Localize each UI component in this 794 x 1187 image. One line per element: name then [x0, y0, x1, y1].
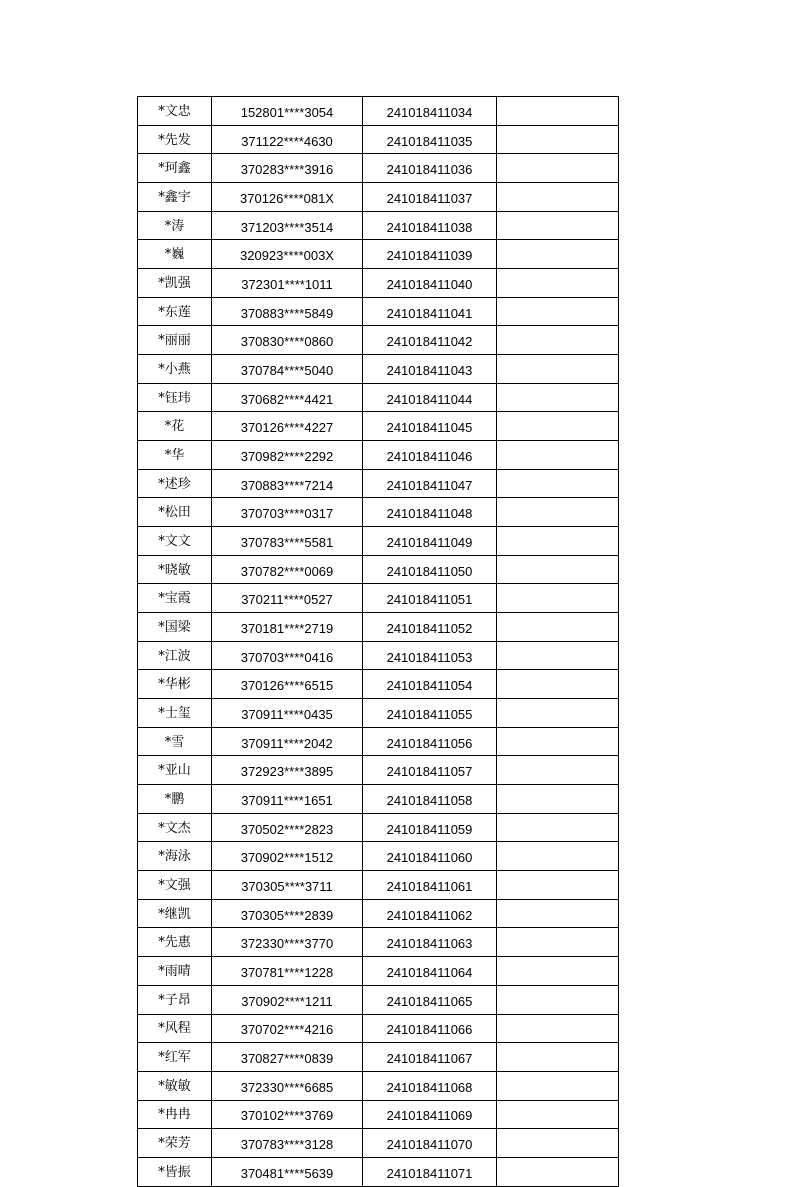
id-number-cell: 370305****3711 — [212, 871, 363, 900]
exam-number-cell: 241018411071 — [363, 1157, 497, 1186]
blank-cell — [497, 555, 619, 584]
blank-cell — [497, 613, 619, 642]
table-row — [138, 641, 619, 670]
table-row — [138, 985, 619, 1014]
name-cell: *雪 — [138, 727, 212, 756]
name-cell: *涛 — [138, 211, 212, 240]
exam-number-cell: 241018411039 — [363, 240, 497, 269]
name-cell: *海泳 — [138, 842, 212, 871]
table-row — [138, 240, 619, 269]
table-row — [138, 355, 619, 384]
name-cell: *丽丽 — [138, 326, 212, 355]
blank-cell — [497, 727, 619, 756]
blank-cell — [497, 985, 619, 1014]
id-number-cell: 372330****3770 — [212, 928, 363, 957]
name-cell: *华彬 — [138, 670, 212, 699]
blank-cell — [497, 1014, 619, 1043]
id-number-cell: 370883****7214 — [212, 469, 363, 498]
blank-cell — [497, 297, 619, 326]
id-number-cell: 372330****6685 — [212, 1071, 363, 1100]
id-number-cell: 370682****4421 — [212, 383, 363, 412]
exam-number-cell: 241018411040 — [363, 269, 497, 298]
name-cell: *继凯 — [138, 899, 212, 928]
table-row — [138, 441, 619, 470]
id-number-cell: 370784****5040 — [212, 355, 363, 384]
blank-cell — [497, 383, 619, 412]
name-cell: *钰玮 — [138, 383, 212, 412]
blank-cell — [497, 211, 619, 240]
id-number-cell: 370102****3769 — [212, 1100, 363, 1129]
name-cell: *小燕 — [138, 355, 212, 384]
id-number-cell: 370783****3128 — [212, 1129, 363, 1158]
exam-number-cell: 241018411059 — [363, 813, 497, 842]
exam-number-cell: 241018411037 — [363, 183, 497, 212]
table-row — [138, 412, 619, 441]
exam-number-cell: 241018411053 — [363, 641, 497, 670]
table-row — [138, 1129, 619, 1158]
exam-number-cell: 241018411043 — [363, 355, 497, 384]
name-cell: *士玺 — [138, 699, 212, 728]
blank-cell — [497, 699, 619, 728]
blank-cell — [497, 899, 619, 928]
roster-table-body — [138, 97, 619, 1187]
blank-cell — [497, 842, 619, 871]
id-number-cell: 370126****6515 — [212, 670, 363, 699]
table-row — [138, 269, 619, 298]
id-number-cell: 370883****5849 — [212, 297, 363, 326]
exam-number-cell: 241018411045 — [363, 412, 497, 441]
exam-number-cell: 241018411070 — [363, 1129, 497, 1158]
name-cell: *先惠 — [138, 928, 212, 957]
name-cell: *宝霞 — [138, 584, 212, 613]
table-row — [138, 727, 619, 756]
table-row — [138, 297, 619, 326]
name-cell: *皆振 — [138, 1157, 212, 1186]
id-number-cell: 371122****4630 — [212, 125, 363, 154]
blank-cell — [497, 1157, 619, 1186]
name-cell: *凯强 — [138, 269, 212, 298]
table-row — [138, 928, 619, 957]
id-number-cell: 370827****0839 — [212, 1043, 363, 1072]
name-cell: *晓敏 — [138, 555, 212, 584]
table-row — [138, 326, 619, 355]
exam-number-cell: 241018411066 — [363, 1014, 497, 1043]
blank-cell — [497, 1129, 619, 1158]
id-number-cell: 370911****1651 — [212, 785, 363, 814]
exam-number-cell: 241018411056 — [363, 727, 497, 756]
id-number-cell: 370481****5639 — [212, 1157, 363, 1186]
blank-cell — [497, 785, 619, 814]
table-row — [138, 154, 619, 183]
id-number-cell: 370703****0416 — [212, 641, 363, 670]
exam-number-cell: 241018411063 — [363, 928, 497, 957]
name-cell: *亚山 — [138, 756, 212, 785]
name-cell: *述珍 — [138, 469, 212, 498]
name-cell: *文强 — [138, 871, 212, 900]
blank-cell — [497, 527, 619, 556]
exam-number-cell: 241018411060 — [363, 842, 497, 871]
blank-cell — [497, 412, 619, 441]
id-number-cell: 370703****0317 — [212, 498, 363, 527]
name-cell: *华 — [138, 441, 212, 470]
id-number-cell: 370911****0435 — [212, 699, 363, 728]
blank-cell — [497, 641, 619, 670]
blank-cell — [497, 441, 619, 470]
blank-cell — [497, 183, 619, 212]
exam-number-cell: 241018411058 — [363, 785, 497, 814]
blank-cell — [497, 326, 619, 355]
id-number-cell: 370502****2823 — [212, 813, 363, 842]
roster-table — [137, 96, 619, 1187]
exam-number-cell: 241018411068 — [363, 1071, 497, 1100]
blank-cell — [497, 928, 619, 957]
id-number-cell: 370902****1512 — [212, 842, 363, 871]
blank-cell — [497, 957, 619, 986]
blank-cell — [497, 584, 619, 613]
id-number-cell: 320923****003X — [212, 240, 363, 269]
table-row — [138, 899, 619, 928]
blank-cell — [497, 871, 619, 900]
table-row — [138, 842, 619, 871]
table-row — [138, 211, 619, 240]
exam-number-cell: 241018411055 — [363, 699, 497, 728]
id-number-cell: 152801****3054 — [212, 97, 363, 126]
id-number-cell: 370126****081X — [212, 183, 363, 212]
table-row — [138, 699, 619, 728]
exam-number-cell: 241018411046 — [363, 441, 497, 470]
id-number-cell: 372923****3895 — [212, 756, 363, 785]
name-cell: *先发 — [138, 125, 212, 154]
exam-number-cell: 241018411047 — [363, 469, 497, 498]
exam-number-cell: 241018411035 — [363, 125, 497, 154]
exam-number-cell: 241018411038 — [363, 211, 497, 240]
id-number-cell: 370781****1228 — [212, 957, 363, 986]
id-number-cell: 370902****1211 — [212, 985, 363, 1014]
blank-cell — [497, 355, 619, 384]
name-cell: *风程 — [138, 1014, 212, 1043]
table-row — [138, 498, 619, 527]
id-number-cell: 370782****0069 — [212, 555, 363, 584]
id-number-cell: 370305****2839 — [212, 899, 363, 928]
id-number-cell: 370982****2292 — [212, 441, 363, 470]
name-cell: *江波 — [138, 641, 212, 670]
blank-cell — [497, 1100, 619, 1129]
table-row — [138, 1157, 619, 1186]
name-cell: *松田 — [138, 498, 212, 527]
name-cell: *国梁 — [138, 613, 212, 642]
name-cell: *鑫宇 — [138, 183, 212, 212]
table-row — [138, 97, 619, 126]
exam-number-cell: 241018411067 — [363, 1043, 497, 1072]
name-cell: *红军 — [138, 1043, 212, 1072]
table-row — [138, 1071, 619, 1100]
exam-number-cell: 241018411048 — [363, 498, 497, 527]
exam-number-cell: 241018411036 — [363, 154, 497, 183]
blank-cell — [497, 498, 619, 527]
name-cell: *文文 — [138, 527, 212, 556]
table-row — [138, 957, 619, 986]
exam-number-cell: 241018411054 — [363, 670, 497, 699]
name-cell: *巍 — [138, 240, 212, 269]
id-number-cell: 370830****0860 — [212, 326, 363, 355]
id-number-cell: 372301****1011 — [212, 269, 363, 298]
table-row — [138, 125, 619, 154]
table-row — [138, 613, 619, 642]
exam-number-cell: 241018411051 — [363, 584, 497, 613]
name-cell: *珂鑫 — [138, 154, 212, 183]
table-row — [138, 871, 619, 900]
table-row — [138, 555, 619, 584]
name-cell: *东莲 — [138, 297, 212, 326]
exam-number-cell: 241018411065 — [363, 985, 497, 1014]
blank-cell — [497, 670, 619, 699]
name-cell: *子昂 — [138, 985, 212, 1014]
blank-cell — [497, 269, 619, 298]
blank-cell — [497, 97, 619, 126]
blank-cell — [497, 154, 619, 183]
exam-number-cell: 241018411064 — [363, 957, 497, 986]
table-row — [138, 670, 619, 699]
exam-number-cell: 241018411042 — [363, 326, 497, 355]
id-number-cell: 370783****5581 — [212, 527, 363, 556]
name-cell: *鹏 — [138, 785, 212, 814]
table-row — [138, 1014, 619, 1043]
exam-number-cell: 241018411034 — [363, 97, 497, 126]
exam-number-cell: 241018411062 — [363, 899, 497, 928]
name-cell: *文杰 — [138, 813, 212, 842]
id-number-cell: 370702****4216 — [212, 1014, 363, 1043]
id-number-cell: 370283****3916 — [212, 154, 363, 183]
id-number-cell: 370211****0527 — [212, 584, 363, 613]
exam-number-cell: 241018411050 — [363, 555, 497, 584]
blank-cell — [497, 240, 619, 269]
blank-cell — [497, 469, 619, 498]
table-row — [138, 183, 619, 212]
table-row — [138, 1043, 619, 1072]
exam-number-cell: 241018411061 — [363, 871, 497, 900]
table-row — [138, 527, 619, 556]
exam-number-cell: 241018411049 — [363, 527, 497, 556]
name-cell: *敏敏 — [138, 1071, 212, 1100]
table-row — [138, 469, 619, 498]
id-number-cell: 370126****4227 — [212, 412, 363, 441]
blank-cell — [497, 756, 619, 785]
id-number-cell: 371203****3514 — [212, 211, 363, 240]
name-cell: *雨晴 — [138, 957, 212, 986]
table-row — [138, 813, 619, 842]
exam-number-cell: 241018411044 — [363, 383, 497, 412]
name-cell: *荣芳 — [138, 1129, 212, 1158]
id-number-cell: 370181****2719 — [212, 613, 363, 642]
exam-number-cell: 241018411057 — [363, 756, 497, 785]
blank-cell — [497, 1043, 619, 1072]
name-cell: *冉冉 — [138, 1100, 212, 1129]
exam-number-cell: 241018411052 — [363, 613, 497, 642]
name-cell: *花 — [138, 412, 212, 441]
table-row — [138, 383, 619, 412]
blank-cell — [497, 813, 619, 842]
exam-number-cell: 241018411069 — [363, 1100, 497, 1129]
table-row — [138, 756, 619, 785]
blank-cell — [497, 125, 619, 154]
table-row — [138, 584, 619, 613]
blank-cell — [497, 1071, 619, 1100]
name-cell: *文忠 — [138, 97, 212, 126]
table-row — [138, 785, 619, 814]
exam-number-cell: 241018411041 — [363, 297, 497, 326]
id-number-cell: 370911****2042 — [212, 727, 363, 756]
table-row — [138, 1100, 619, 1129]
